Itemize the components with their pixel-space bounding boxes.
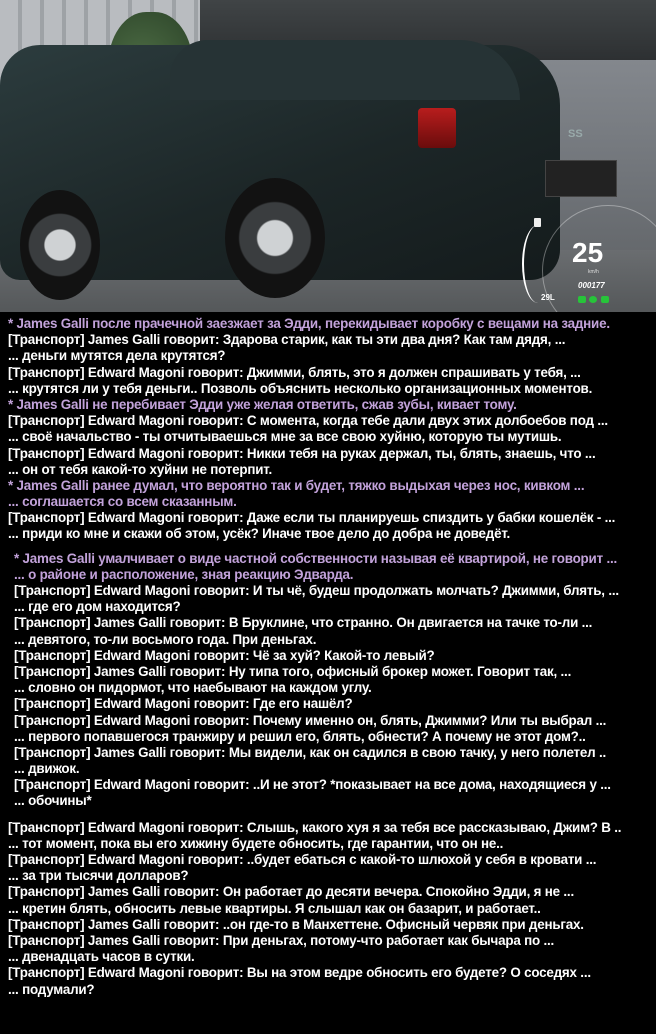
chat-message-line: ... кретин блять, обносить левые квартиры. Я слышал как он базарит, и работает.. <box>8 900 541 916</box>
chat-message-line: [Транспорт] Edward Magoni говорит: Даже если ты планируешь спиздить у бабки кошелёк - ... <box>8 510 616 526</box>
chat-message-line: ... девятого, то-ли восьмого года. При деньгах. <box>14 631 317 647</box>
chat-message-line: ... крутятся ли у тебя деньги.. Позволь объяснить несколько организационных моментов. <box>8 380 593 396</box>
chat-message-line: [Транспорт] Edward Magoni говорит: ..будет ебаться с какой-то шлюхой у себя в кровати ... <box>8 852 597 867</box>
chat-message-line: ... движок. <box>14 761 80 777</box>
chat-message-line: ... своё начальство - ты отчитываешься мне за все свою хуйню, которую ты мутишь. <box>8 429 562 445</box>
chat-log <box>0 316 656 998</box>
chat-action-line: ... соглашается со всем сказанным. <box>8 494 237 510</box>
fuel-level: 29L <box>541 293 555 302</box>
chat-message-line: ... словно он пидормот, что наебывают на каждом углу. <box>14 680 372 696</box>
speed-unit: km/h <box>588 269 599 275</box>
chat-message-line: [Транспорт] James Galli говорит: Здарова старик, как ты эти два дня? Как там дядя, ... <box>8 332 566 348</box>
speed-value: 25 <box>572 237 604 268</box>
chat-block <box>0 551 656 810</box>
chat-message-line: [Транспорт] James Galli говорит: При деньгах, потому-что работает как бычара по ... <box>8 932 555 948</box>
chat-message-line: [Транспорт] Edward Magoni говорит: Джимми, блять, это я должен спрашивать у тебя, ... <box>8 364 581 380</box>
fuel-pump-icon <box>534 218 541 227</box>
chat-message-line: ... подумали? <box>8 981 95 997</box>
lock-icon <box>578 296 586 303</box>
chat-message-line: [Транспорт] Edward Magoni говорит: И ты чё, будеш продолжать молчать? Джимми, блять, ... <box>14 583 619 598</box>
chat-message-line: [Транспорт] Edward Magoni говорит: Вы на этом ведре обносить его будете? О соседях ... <box>8 965 591 981</box>
chat-message-line: [Транспорт] Edward Magoni говорит: Никки тебя на руках держал, ты, блять, знаешь, что ... <box>8 445 596 461</box>
chat-message-line: ... приди ко мне и скажи об этом, усёк? Иначе твое дело до добра не доведёт. <box>8 526 511 542</box>
fuel-gauge-arc <box>522 225 554 303</box>
chat-message-line: [Транспорт] James Galli говорит: Мы видели, как он садился в свою тачку, у него полетел .. <box>14 744 607 760</box>
car-badge: SS <box>568 128 583 140</box>
chat-block <box>0 316 656 543</box>
chat-message-line: ... за три тысячи долларов? <box>8 868 189 884</box>
headlights-icon <box>601 296 609 303</box>
car-roof <box>170 40 520 100</box>
chat-message-line: [Транспорт] James Galli говорит: В Бруклине, что странно. Он двигается на тачке то-ли ... <box>14 615 593 631</box>
chat-action-line: * James Galli не перебивает Эдди уже желая ответить, сжав зубы, кивает тому. <box>8 396 517 412</box>
chat-block <box>0 820 656 998</box>
chat-message-line: ... он от тебя какой-то хуйни не потерпит. <box>8 461 273 477</box>
chat-message-line: [Транспорт] Edward Magoni говорит: Где его нашёл? <box>14 696 353 712</box>
chat-message-line: [Транспорт] Edward Magoni говорит: Почему именно он, блять, Джимми? Или ты выбрал ... <box>14 712 607 728</box>
chat-message-line: [Транспорт] James Galli говорит: Ну типа того, офисный брокер может. Говорит так, ... <box>14 663 572 679</box>
odometer: 000177 <box>578 281 605 290</box>
chat-message-line: [Транспорт] Edward Magoni говорит: Чё за хуй? Какой-то левый? <box>14 647 435 663</box>
chat-message-line: [Транспорт] Edward Magoni говорит: Слышь, какого хуя я за тебя все рассказываю, Джим? В .. <box>8 819 622 835</box>
chat-message-line: [Транспорт] James Galli говорит: Он работает до десяти вечера. Спокойно Эдди, я не ... <box>8 884 574 900</box>
chat-message-line: ... обочины* <box>14 793 92 809</box>
tail-light <box>418 108 456 148</box>
chat-action-line: * James Galli после прачечной заезжает за Эдди, перекидывает коробку с вещами на задние. <box>8 316 610 331</box>
front-wheel <box>20 190 100 300</box>
rear-wheel <box>225 178 325 298</box>
engine-icon <box>589 296 597 303</box>
chat-message-line: ... где его дом находится? <box>14 599 181 615</box>
game-scene <box>0 0 656 312</box>
chat-action-line: * James Galli умалчивает о виде частной собственности называя её квартирой, не говорит ... <box>14 550 618 566</box>
speedometer-hud <box>528 205 656 312</box>
chat-message-line: ... тот момент, пока вы его хижину будете обносить, где гарантии, что он не.. <box>8 835 504 851</box>
chat-action-line: ... о районе и расположение, зная реакцию Эдварда. <box>14 566 354 582</box>
chat-message-line: ... деньги мутятся дела крутятся? <box>8 348 226 364</box>
chat-message-line: [Транспорт] James Galli говорит: ..он где-то в Манхеттене. Офисный червяк при деньгах. <box>8 916 584 932</box>
chat-message-line: [Транспорт] Edward Magoni говорит: ..И не этот? *показывает на все дома, находящиеся у ... <box>14 777 611 793</box>
chat-message-line: ... двенадцать часов в сутки. <box>8 949 195 965</box>
chat-action-line: * James Galli ранее думал, что вероятно так и будет, тяжко выдыхая через нос, кивком ... <box>8 477 585 493</box>
chat-message-line: ... первого попавшегося транжиру и решил его, блять, обнести? А почему не этот дом?.. <box>14 728 586 744</box>
chat-message-line: [Транспорт] Edward Magoni говорит: С момента, когда тебе дали двух этих долбоебов под ... <box>8 413 608 429</box>
license-plate <box>545 160 617 197</box>
